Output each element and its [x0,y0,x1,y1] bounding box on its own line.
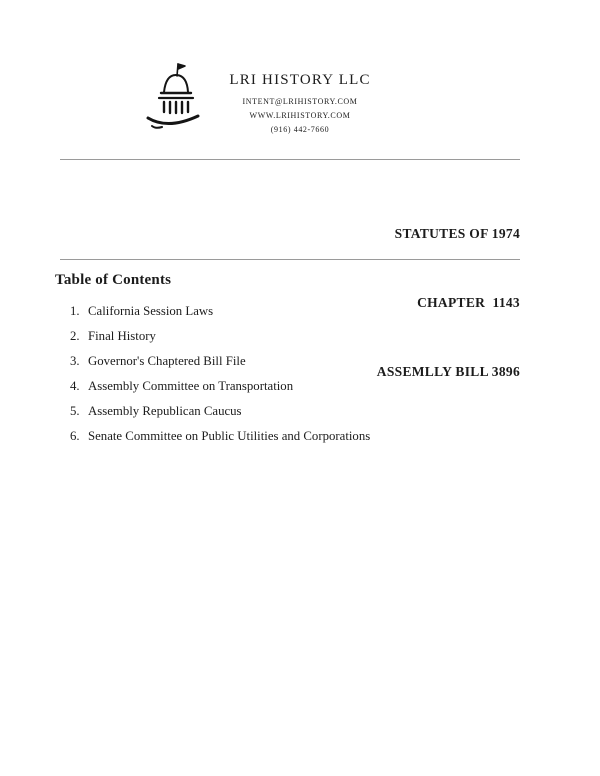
toc-item [70,354,530,379]
chapter-line: CHAPTER 1143 [417,295,520,310]
bill-line: ASSEMLLY BILL 3896 [376,364,520,379]
toc-item-label: Final History [88,329,156,343]
toc-item-number: 4. [70,379,80,393]
statutes-line: STATUTES OF 1974 [394,226,520,241]
toc-item-number: 1. [70,304,80,318]
toc-item-number: 6. [70,429,80,443]
letterhead [205,72,395,137]
toc-title: Table of Contents [55,272,172,288]
toc-item [70,429,530,454]
divider-top [60,159,520,160]
toc-item-label: Assembly Republican Caucus [88,404,242,418]
toc-item-label: Senate Committee on Public Utilities and Corporations [88,429,371,443]
toc-list [70,304,530,454]
toc-item [70,329,530,354]
toc-item [70,304,530,329]
toc-item-number: 3. [70,354,80,368]
company-website: WWW.LRIHISTORY.COM [249,111,351,120]
company-name: LRI HISTORY LLC [229,72,371,88]
toc-item-number: 2. [70,329,80,343]
divider-bottom [60,259,520,260]
toc-item-label: Governor's Chaptered Bill File [88,354,246,368]
company-phone: (916) 442-7660 [270,125,330,134]
toc-item-label: California Session Laws [88,304,214,318]
toc-item [70,379,530,404]
toc-item-label: Assembly Committee on Transportation [88,379,294,393]
company-email: INTENT@LRIHISTORY.COM [242,97,358,106]
toc-item [70,404,530,429]
capitol-dome-logo-icon [142,60,206,136]
toc-item-number: 5. [70,404,80,418]
